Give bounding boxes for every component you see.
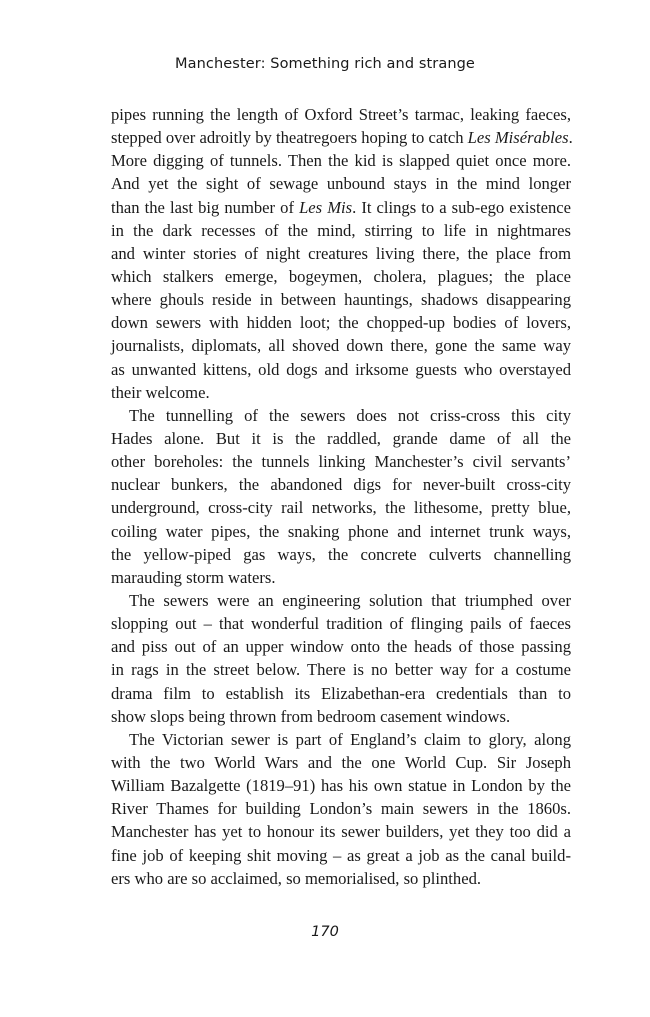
text-run: The sewers were an engineering solution that triumphed over [129, 590, 571, 610]
text-run: coiling water pipes, the snaking phone and internet trunk ways, [111, 521, 571, 541]
text-line [111, 589, 571, 612]
text-run: Hades alone. But it is the raddled, grande dame of all the [111, 428, 571, 448]
text-line [111, 543, 571, 566]
text-run: And yet the sight of sewage unbound stays in the mind longer [111, 174, 571, 194]
text-run: Manchester has yet to honour its sewer builders, yet they too did a [111, 822, 571, 842]
text-run: the yellow-piped gas ways, the concrete culverts channelling [111, 544, 571, 564]
paragraph [111, 103, 571, 404]
text-line [111, 797, 571, 820]
paragraph [111, 589, 571, 728]
text-run: journalists, diplomats, all shoved down there, gone the same way [111, 336, 571, 356]
text-run: More digging of tunnels. Then the kid is slapped quiet once more. [111, 151, 571, 171]
text-run: other boreholes: the tunnels linking Manchester’s civil servants’ [111, 452, 571, 472]
text-run: slopping out – that wonderful tradition of flinging pails of faeces [111, 614, 571, 634]
text-line [111, 612, 571, 635]
body-text [111, 103, 571, 890]
text-line [111, 705, 571, 728]
text-line [111, 751, 571, 774]
text-line [111, 172, 571, 195]
text-line [111, 103, 571, 126]
page-number: 170 [311, 924, 339, 940]
text-run: stepped over adroitly by theatregoers hoping to catch [111, 128, 468, 148]
text-run: drama film to establish its Elizabethan-era credentials than to [111, 683, 571, 703]
text-line [111, 635, 571, 658]
text-line [111, 844, 571, 867]
text-line [111, 682, 571, 705]
text-line [111, 450, 571, 473]
text-line [111, 473, 571, 496]
text-run: and winter stories of night creatures living there, the place from [111, 243, 571, 263]
text-line [111, 358, 571, 381]
text-run: in the dark recesses of the mind, stirring to life in nightmares [111, 220, 571, 240]
text-run: The tunnelling of the sewers does not criss-cross this city [129, 405, 571, 425]
text-run: pipes running the length of Oxford Street’s tarmac, leaking faeces, [111, 105, 571, 124]
text-line [111, 774, 571, 797]
text-line [111, 404, 571, 427]
text-run: fine job of keeping shit moving – as great a job as the canal build- [111, 845, 571, 865]
text-line [111, 867, 571, 890]
text-run: and piss out of an upper window onto the heads of those passing [111, 637, 571, 657]
running-head: Manchester: Something rich and strange [175, 56, 475, 72]
text-run: marauding storm waters. [111, 567, 276, 587]
text-line [111, 149, 571, 172]
text-line [111, 288, 571, 311]
text-run: which stalkers emerge, bogeymen, cholera, plagues; the place [111, 266, 571, 286]
text-line [111, 265, 571, 288]
text-line [111, 427, 571, 450]
text-line [111, 126, 571, 149]
text-run: with the two World Wars and the one World Cup. Sir Joseph [111, 752, 571, 772]
text-run: show slops being thrown from bedroom casement windows. [111, 706, 511, 726]
text-line [111, 219, 571, 242]
text-line [111, 381, 571, 404]
text-run: . It clings to a sub-ego existence [352, 197, 572, 217]
text-line [111, 728, 571, 751]
paragraph [111, 728, 571, 890]
paragraph [111, 404, 571, 589]
text-line [111, 820, 571, 843]
text-run: as unwanted kittens, old dogs and irksome guests who overstayed [111, 359, 571, 379]
text-run: their welcome. [111, 382, 210, 402]
text-line [111, 566, 571, 589]
text-run: The Victorian sewer is part of England’s claim to glory, along [129, 729, 571, 749]
text-line [111, 311, 571, 334]
text-run: where ghouls reside in between hauntings, shadows disappearing [111, 290, 571, 310]
text-run: down sewers with hidden loot; the chopped-up bodies of lovers, [111, 313, 571, 333]
text-run: underground, cross-city rail networks, the lithesome, pretty blue, [111, 498, 571, 518]
text-line [111, 242, 571, 265]
text-line [111, 496, 571, 519]
italic-title: Les Misérables [467, 128, 569, 148]
text-line [111, 520, 571, 543]
text-run: ers who are so acclaimed, so memorialised, so plinthed. [111, 868, 482, 888]
text-line [111, 334, 571, 357]
text-run: River Thames for building London’s main sewers in the 1860s. [111, 799, 571, 819]
italic-title: Les Mis [299, 197, 353, 217]
text-run: than the last big number of [111, 197, 300, 217]
text-line [111, 196, 571, 219]
text-run: nuclear bunkers, the abandoned digs for never-built cross-city [111, 475, 571, 495]
text-line [111, 658, 571, 681]
text-run: William Bazalgette (1819–91) has his own statue in London by the [111, 776, 571, 796]
text-run: in rags in the street below. There is no better way for a costume [111, 660, 571, 680]
text-run: . [568, 128, 573, 148]
